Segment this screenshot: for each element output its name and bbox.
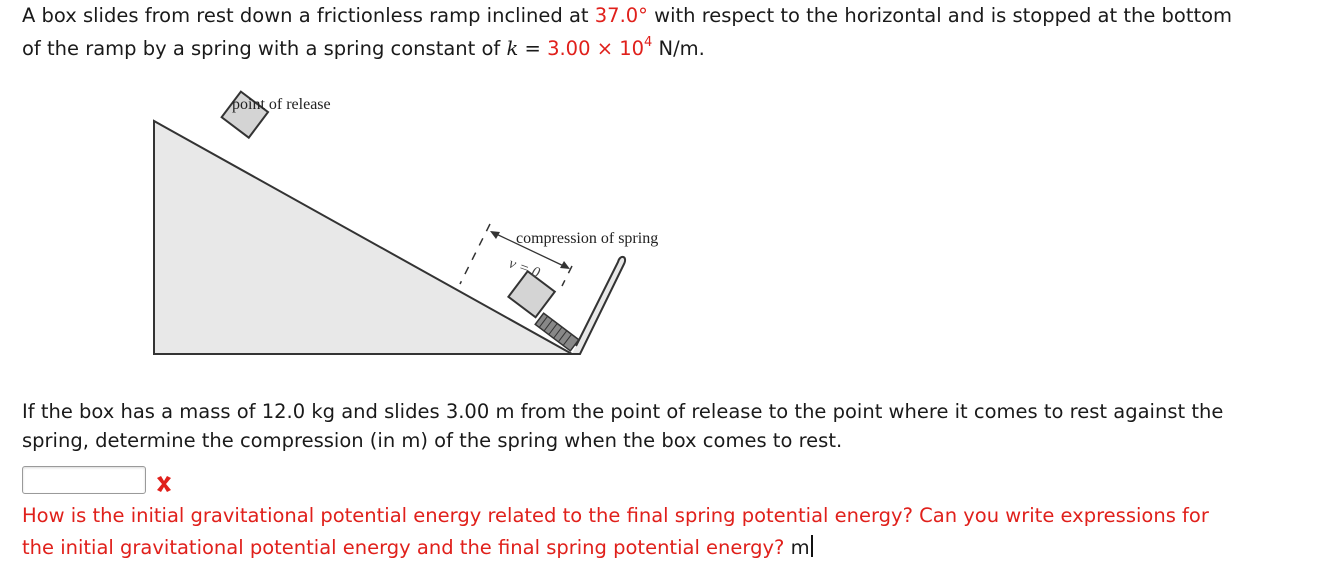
release-label: point of release [232,96,331,113]
feedback-line-2 [22,535,813,559]
ramp-diagram [148,88,708,363]
spring-stopper [572,257,625,354]
dashed-line-left [460,224,490,284]
red-x-icon [154,474,174,494]
angle-value: 37.0° [594,4,648,27]
spring-constant-value: 3.00 × 10 [547,37,645,60]
answer-unit: m [790,536,810,559]
dashed-line-right [562,266,572,286]
question-line-3: If the box has a mass of 12.0 kg and slides 3.00 m from the point of release to the point where it comes to rest against the [22,400,1224,423]
question-text: of the ramp by a spring with a spring constant of [22,37,507,60]
question-line-2 [22,34,705,60]
answer-input[interactable] [22,466,146,494]
spring-constant-exponent: 4 [644,34,653,50]
velocity-label: v = 0 [506,255,542,282]
feedback-text: the initial gravitational potential energy and the final spring potential energy? [22,536,785,559]
question-line-1 [22,4,1232,27]
question-text: with respect to the horizontal and is stopped at the bottom [647,4,1233,27]
question-text: A box slides from rest down a frictionless ramp inclined at [22,4,595,27]
feedback-line-1: How is the initial gravitational potential energy related to the final spring potential energy? Can you write expressions for [22,504,1209,527]
ramp [154,121,572,354]
spring-constant-unit: N/m. [652,37,705,60]
question-line-4: spring, determine the compression (in m) of the spring when the box comes to rest. [22,429,843,452]
compression-label: compression of spring [516,230,659,247]
text-cursor [811,535,813,557]
k-symbol: k [506,37,519,60]
equals-sign: = [518,37,548,60]
